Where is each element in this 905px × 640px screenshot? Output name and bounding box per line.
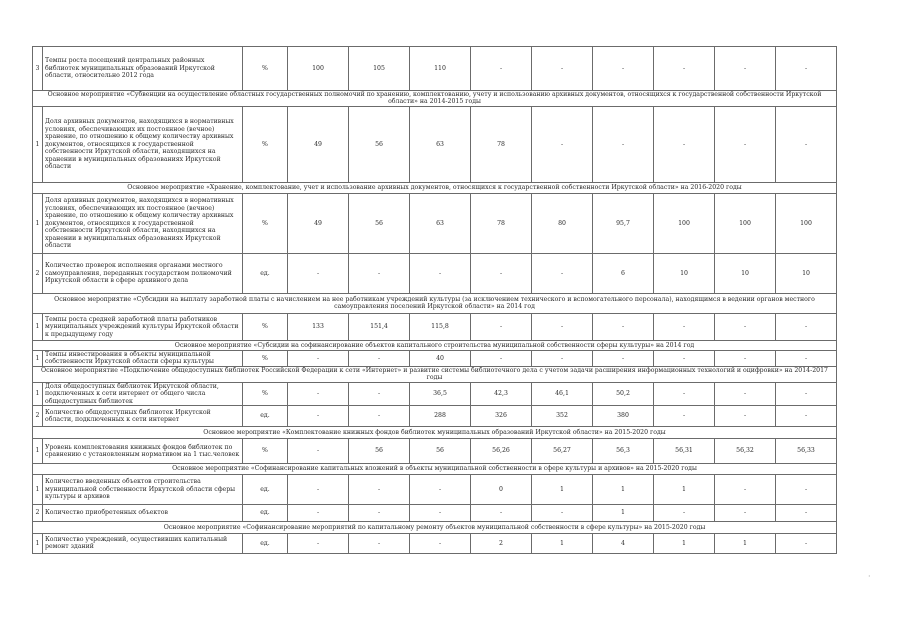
unit-cell: % <box>243 193 288 253</box>
indicator-name: Темпы роста посещений центральных районных библиотек муниципальных образований Иркутской области, относительно 2012 года <box>43 47 243 91</box>
indicator-name: Количество введенных объектов строительства муниципальной собственности Иркутской области сферы культуры и архивов <box>43 474 243 504</box>
value-cell: - <box>288 438 349 463</box>
indicator-name: Количество приобретенных объектов <box>43 504 243 521</box>
value-cell: - <box>715 474 776 504</box>
indicator-name: Доля общедоступных библиотек Иркутской области, подключенных к сети интернет от общего числа общедоступных библиотек <box>43 382 243 405</box>
value-cell: - <box>593 350 654 366</box>
value-cell: 63 <box>410 193 471 253</box>
value-cell: 6 <box>593 253 654 293</box>
value-cell: 56,3 <box>593 438 654 463</box>
unit-cell: % <box>243 438 288 463</box>
value-cell: - <box>410 533 471 553</box>
value-cell: - <box>288 474 349 504</box>
value-cell: 0 <box>471 474 532 504</box>
value-cell: 326 <box>471 405 532 426</box>
section-header-row <box>33 463 837 474</box>
value-cell: 56 <box>349 193 410 253</box>
value-cell: 10 <box>654 253 715 293</box>
value-cell: - <box>288 405 349 426</box>
table-row <box>33 438 837 463</box>
value-cell: - <box>349 504 410 521</box>
value-cell: - <box>349 533 410 553</box>
row-number: 3 <box>33 47 43 91</box>
row-number: 1 <box>33 350 43 366</box>
value-cell: - <box>654 47 715 91</box>
indicator-name: Количество общедоступных библиотек Иркутской области, подключенных к сети интернет <box>43 405 243 426</box>
value-cell: - <box>654 382 715 405</box>
row-number: 2 <box>33 253 43 293</box>
row-number: 1 <box>33 382 43 405</box>
section-header-row <box>33 366 837 382</box>
section-header-row <box>33 293 837 313</box>
unit-cell: % <box>243 313 288 340</box>
value-cell: - <box>776 405 837 426</box>
value-cell: 56,32 <box>715 438 776 463</box>
section-header-row <box>33 340 837 350</box>
value-cell: 36,5 <box>410 382 471 405</box>
value-cell: 10 <box>776 253 837 293</box>
value-cell: 1 <box>593 504 654 521</box>
unit-cell: ед. <box>243 533 288 553</box>
value-cell: 100 <box>715 193 776 253</box>
row-number: 2 <box>33 405 43 426</box>
table-row <box>33 533 837 553</box>
value-cell: - <box>532 313 593 340</box>
table-row <box>33 350 837 366</box>
value-cell: 110 <box>410 47 471 91</box>
value-cell: 80 <box>532 193 593 253</box>
unit-cell: ед. <box>243 253 288 293</box>
row-number: 1 <box>33 193 43 253</box>
value-cell: 46,1 <box>532 382 593 405</box>
value-cell: - <box>288 253 349 293</box>
value-cell: - <box>288 382 349 405</box>
section-title: Основное мероприятие «Комплектование книжных фондов библиотек муниципальных образований Иркутской области» на 2015-2020 годы <box>33 426 837 438</box>
value-cell: - <box>776 382 837 405</box>
value-cell: - <box>776 313 837 340</box>
value-cell: - <box>654 504 715 521</box>
value-cell: - <box>654 313 715 340</box>
row-number: 1 <box>33 438 43 463</box>
table-body <box>33 47 837 554</box>
value-cell: - <box>776 47 837 91</box>
indicator-name: Уровень комплектования книжных фондов библиотек по сравнению с установленным нормативом на 1 тыс.человек <box>43 438 243 463</box>
value-cell: 95,7 <box>593 193 654 253</box>
value-cell: - <box>349 253 410 293</box>
value-cell: - <box>654 350 715 366</box>
value-cell: - <box>349 382 410 405</box>
section-header-row <box>33 426 837 438</box>
value-cell: - <box>715 405 776 426</box>
value-cell: - <box>288 533 349 553</box>
unit-cell: % <box>243 106 288 182</box>
value-cell: 56,26 <box>471 438 532 463</box>
unit-cell: ед. <box>243 474 288 504</box>
value-cell: - <box>471 313 532 340</box>
section-title: Основное мероприятие «Хранение, комплектование, учет и использование архивных документов, относящихся к государственной собственности Иркутской области» на 2016-2020 годы <box>33 182 837 193</box>
value-cell: - <box>471 350 532 366</box>
value-cell: 100 <box>776 193 837 253</box>
value-cell: - <box>410 504 471 521</box>
section-header-row <box>33 91 837 107</box>
value-cell: 1 <box>532 474 593 504</box>
value-cell: - <box>288 350 349 366</box>
value-cell: - <box>715 313 776 340</box>
value-cell: 56 <box>349 106 410 182</box>
indicator-name: Доля архивных документов, находящихся в нормативных условиях, обеспечивающих их постоянное (вечное) хранение, по отношению к общему количеству архивных документов, относящихся к государственной собственности Иркутской области, находящихся на хранении в муниципальных образованиях Иркутской области <box>43 193 243 253</box>
section-title: Основное мероприятие «Субсидии на выплату заработной платы с начислением на нее работникам учреждений культуры (за исключением технического и вспомогательного персонала), находящимся в ведении органов местного самоуправления поселений Иркутской области» на 2014 год <box>33 293 837 313</box>
value-cell: 151,4 <box>349 313 410 340</box>
row-number: 1 <box>33 313 43 340</box>
value-cell: - <box>410 474 471 504</box>
indicator-name: Темпы инвестирования в объекты муниципальной собственности Иркутской области сферы культуры <box>43 350 243 366</box>
value-cell: 63 <box>410 106 471 182</box>
value-cell: 1 <box>654 474 715 504</box>
unit-cell: % <box>243 382 288 405</box>
value-cell: - <box>471 253 532 293</box>
table-row <box>33 504 837 521</box>
table-row <box>33 405 837 426</box>
value-cell: - <box>654 405 715 426</box>
edge-mark: · <box>868 572 871 581</box>
value-cell: - <box>471 47 532 91</box>
value-cell: - <box>654 106 715 182</box>
indicator-name: Доля архивных документов, находящихся в нормативных условиях, обеспечивающих их постоянное (вечное) хранение, по отношению к общему количеству архивных документов, относящихся к государственной собственности Иркутской области, находящихся на хранении в муниципальных образованиях Иркутской области <box>43 106 243 182</box>
value-cell: 49 <box>288 193 349 253</box>
value-cell: 100 <box>288 47 349 91</box>
value-cell: - <box>776 350 837 366</box>
section-header-row <box>33 182 837 193</box>
row-number: 2 <box>33 504 43 521</box>
value-cell: 50,2 <box>593 382 654 405</box>
value-cell: - <box>410 253 471 293</box>
value-cell: 100 <box>654 193 715 253</box>
table-row <box>33 474 837 504</box>
value-cell: - <box>532 504 593 521</box>
value-cell: 288 <box>410 405 471 426</box>
value-cell: - <box>532 47 593 91</box>
value-cell: - <box>715 47 776 91</box>
value-cell: 380 <box>593 405 654 426</box>
value-cell: - <box>532 350 593 366</box>
section-title: Основное мероприятие «Субсидии на софинансирование объектов капитального строительства муниципальной собственности сферы культуры» на 2014 год <box>33 340 837 350</box>
value-cell: - <box>593 106 654 182</box>
value-cell: 56,31 <box>654 438 715 463</box>
table-row <box>33 47 837 91</box>
value-cell: 1 <box>654 533 715 553</box>
table-row <box>33 106 837 182</box>
unit-cell: ед. <box>243 405 288 426</box>
value-cell: - <box>349 405 410 426</box>
value-cell: - <box>593 47 654 91</box>
section-title: Основное мероприятие «Софинансирование капитальных вложений в объекты муниципальной собственности в сфере культуры и архивов» на 2015-2020 годы <box>33 463 837 474</box>
value-cell: 42,3 <box>471 382 532 405</box>
value-cell: - <box>776 504 837 521</box>
unit-cell: % <box>243 350 288 366</box>
value-cell: 40 <box>410 350 471 366</box>
value-cell: - <box>715 106 776 182</box>
section-title: Основное мероприятие «Подключение общедоступных библиотек Российской Федерации к сети «Интернет» и развитие системы библиотечного дела с учетом задачи расширения информационных технологий и оцифровки» на 2014-2017 годы <box>33 366 837 382</box>
value-cell: 4 <box>593 533 654 553</box>
table-row <box>33 313 837 340</box>
unit-cell: ед. <box>243 504 288 521</box>
row-number: 1 <box>33 474 43 504</box>
value-cell: - <box>471 504 532 521</box>
value-cell: - <box>776 106 837 182</box>
value-cell: - <box>349 474 410 504</box>
section-title: Основное мероприятие «Софинансирование мероприятий по капитальному ремонту объектов муниципальной собственности в сфере культуры» на 2015-2020 годы <box>33 521 837 533</box>
row-number: 1 <box>33 533 43 553</box>
section-header-row <box>33 521 837 533</box>
unit-cell: % <box>243 47 288 91</box>
value-cell: 133 <box>288 313 349 340</box>
value-cell: - <box>532 106 593 182</box>
table-row <box>33 193 837 253</box>
value-cell: 49 <box>288 106 349 182</box>
value-cell: 1 <box>715 533 776 553</box>
indicator-name: Темпы роста средней заработной платы работников муниципальных учреждений культуры Иркутской области к предыдущему году <box>43 313 243 340</box>
value-cell: - <box>288 504 349 521</box>
value-cell: 1 <box>532 533 593 553</box>
value-cell: 56,33 <box>776 438 837 463</box>
value-cell: 1 <box>593 474 654 504</box>
table-row <box>33 253 837 293</box>
value-cell: - <box>715 350 776 366</box>
value-cell: - <box>593 313 654 340</box>
value-cell: 56,27 <box>532 438 593 463</box>
indicator-name: Количество учреждений, осуществивших капитальный ремонт зданий <box>43 533 243 553</box>
value-cell: 78 <box>471 193 532 253</box>
value-cell: 56 <box>410 438 471 463</box>
row-number: 1 <box>33 106 43 182</box>
indicator-name: Количество проверок исполнения органами местного самоуправления, переданных государством полномочий Иркутской области в сфере архивного дела <box>43 253 243 293</box>
value-cell: 2 <box>471 533 532 553</box>
value-cell: 115,8 <box>410 313 471 340</box>
section-title: Основное мероприятие «Субвенции на осуществление областных государственных полномочий по хранению, комплектованию, учету и использованию архивных документов, относящихся к государственной собственности Иркутской области» на 2014-2015 годы <box>33 91 837 107</box>
value-cell: 10 <box>715 253 776 293</box>
value-cell: - <box>715 382 776 405</box>
value-cell: - <box>776 533 837 553</box>
value-cell: 352 <box>532 405 593 426</box>
value-cell: - <box>715 504 776 521</box>
table-row <box>33 382 837 405</box>
value-cell: 78 <box>471 106 532 182</box>
value-cell: 105 <box>349 47 410 91</box>
value-cell: - <box>532 253 593 293</box>
value-cell: - <box>776 474 837 504</box>
value-cell: - <box>349 350 410 366</box>
value-cell: 56 <box>349 438 410 463</box>
indicators-table <box>32 46 837 554</box>
